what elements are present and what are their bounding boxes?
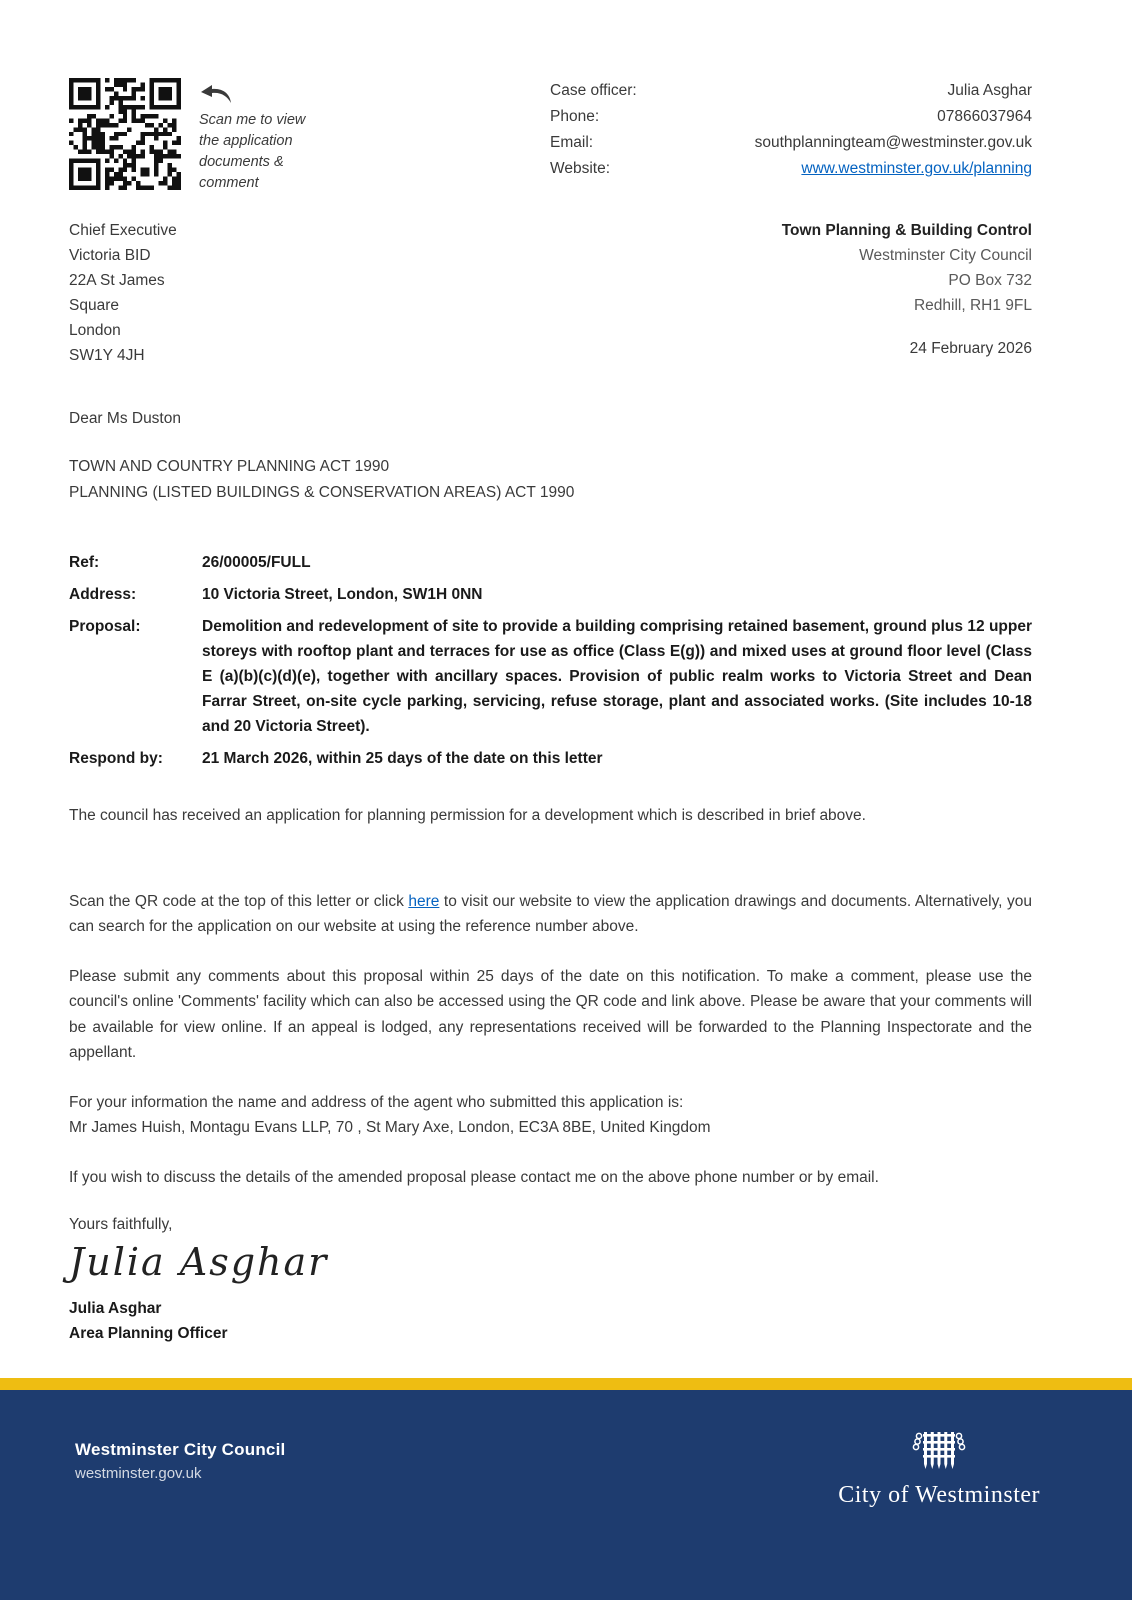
sender-line: Redhill, RH1 9FL [913,297,1032,315]
case-officer-label: Case officer: [550,82,637,99]
act-line-2: PLANNING (LISTED BUILDINGS & CONSERVATION AREAS) ACT 1990 [69,484,575,502]
handwritten-signature: Julia Asghar [69,1240,329,1285]
paragraph-discuss: If you wish to discuss the details of the amended proposal please contact me on the above phone number or by email. [69,1168,879,1186]
paragraph-comments: Please submit any comments about this proposal within 25 days of the date on this notification. To make a comment, please use the council's online 'Comments' facility which can also be accessed using the QR code and link above. Please be aware that your comments will be available for view online. If an appeal is lodged, any representations received will be forwarded to the Planning Inspectorate and the appellant. [69,967,1032,1062]
reply-arrow-icon [199,84,327,104]
sender-line: Westminster City Council [859,247,1032,265]
recipient-line: 22A St James [69,272,165,290]
proposal-value: Demolition and redevelopment of site to provide a building comprising retained basement, ground plus 12 upper storeys with rooftop plant and terraces for use as office (Class E(g)) and mixed uses at ground floor level (Class E (a)(b)(c)(d)(e), together with ancillary spaces. Provision of public realm works to Victoria Street and Dean Farrar Street, on-site cycle parking, servicing, refuse storage, plant and associated works. (Site includes 10-18 and 20 Victoria Street). [202,618,1032,736]
valediction: Yours faithfully, [69,1216,173,1234]
recipient-line: Chief Executive [69,222,177,240]
letter-header [69,78,1032,194]
agent-intro: For your information the name and address of the agent who submitted this application is: [69,1093,684,1111]
here-link[interactable]: here [408,892,440,910]
ref-value: 26/00005/FULL [202,554,311,572]
letter-date: 24 February 2026 [909,340,1032,358]
ref-label: Ref: [69,554,100,572]
footer-website: westminster.gov.uk [75,1465,202,1482]
agent-details: Mr James Huish, Montagu Evans LLP, 70 , St Mary Axe, London, EC3A 8BE, United Kingdom [69,1119,711,1137]
qr-area [69,78,327,194]
footer-crest-block [838,1390,1040,1600]
recipient-line: London [69,322,121,340]
recipient-line: SW1Y 4JH [69,347,145,365]
footer-crest-text: City of Westminster [838,1482,1040,1508]
scan-text-after: to visit our website to view the application drawings and documents. Alternatively, you can search for the application on our website at using the reference number above. [69,892,1032,936]
contact-row-website [550,156,1032,182]
contact-row-case-officer [550,78,1032,104]
sender-address [782,218,1032,368]
case-officer-value: Julia Asghar [947,82,1032,99]
respond-by-label: Respond by: [69,750,163,768]
footer-org-block [75,1390,285,1600]
email-label: Email: [550,134,594,151]
reference-table [69,550,1032,771]
qr-code[interactable] [69,78,181,190]
footer-org-name: Westminster City Council [75,1440,286,1459]
website-link[interactable]: www.westminster.gov.uk/planning [801,160,1032,177]
respond-by-value: 21 March 2026, within 25 days of the date on this letter [202,750,603,768]
phone-label: Phone: [550,108,600,125]
qr-caption-block [199,78,327,194]
salutation: Dear Ms Duston [69,410,181,428]
proposal-label: Proposal: [69,618,141,636]
recipient-line: Victoria BID [69,247,151,265]
contact-block [550,78,1032,182]
paragraph-received: The council has received an application for planning permission for a development which is described in brief above. [69,807,866,825]
email-value: southplanningteam@westminster.gov.uk [754,134,1032,151]
website-label: Website: [550,160,611,177]
paragraph-agent [69,1090,1032,1141]
address-value: 10 Victoria Street, London, SW1H 0NN [202,586,483,604]
portcullis-crest-icon [838,1428,1040,1478]
address-section [69,218,1032,368]
footer-accent-strip [0,1378,1132,1390]
act-line-1: TOWN AND COUNTRY PLANNING ACT 1990 [69,458,390,476]
signatory-name: Julia Asghar [69,1300,162,1318]
footer-bar [0,1390,1132,1600]
sender-department: Town Planning & Building Control [781,222,1032,240]
address-label: Address: [69,586,137,604]
page-footer [0,1378,1132,1600]
paragraph-scan-qr [69,889,1032,940]
sender-line: PO Box 732 [948,272,1032,290]
contact-row-phone [550,104,1032,130]
acts-heading [69,454,1032,506]
scan-text-before: Scan the QR code at the top of this letter or click [69,892,409,910]
contact-row-email [550,130,1032,156]
signatory-title: Area Planning Officer [69,1325,228,1343]
phone-value: 07866037964 [937,108,1032,125]
recipient-address [69,218,177,368]
qr-caption: Scan me to view the application documents & comment [199,112,306,192]
recipient-line: Square [69,297,119,315]
